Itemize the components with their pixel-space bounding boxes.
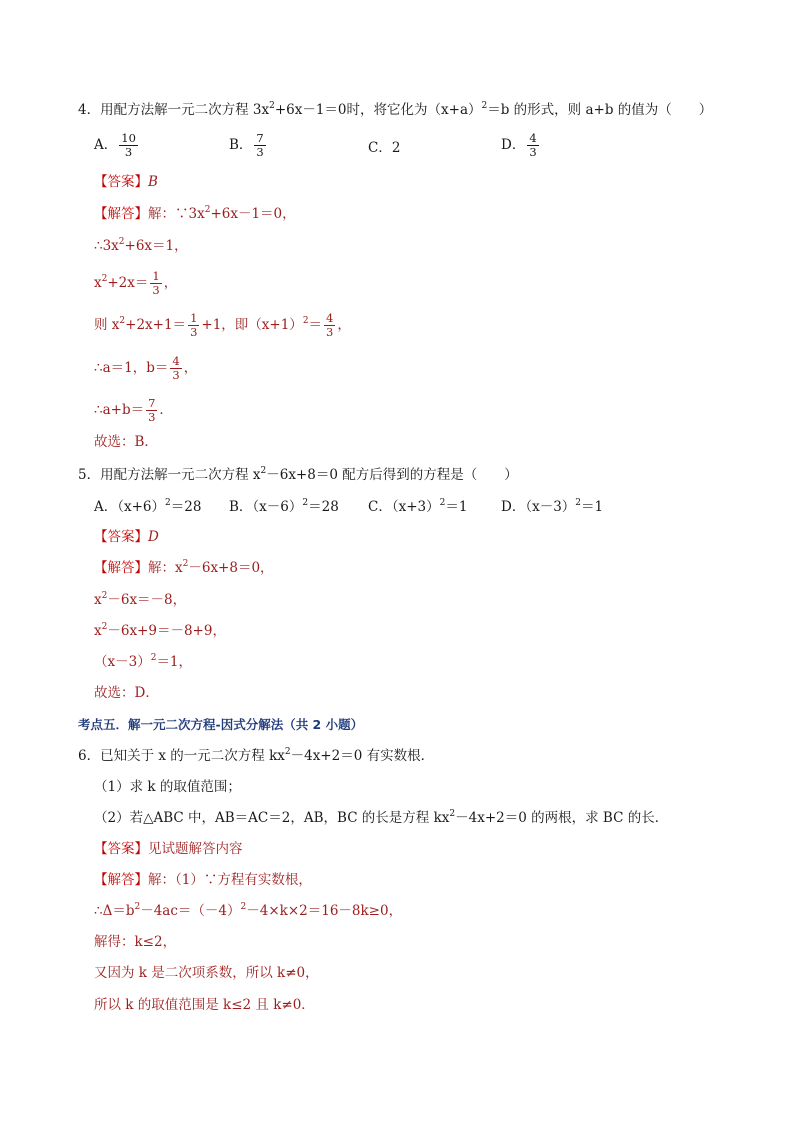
q6-solution-line-5: 所以 k 的取值范围是 k≤2 且 k≠0． bbox=[94, 997, 315, 1013]
q4-option-b: B． $\frac{7}{3}$ bbox=[229, 131, 264, 159]
q4-answer: 【答案】B bbox=[94, 174, 158, 190]
question-5-stem: 5．用配方法解一元二次方程 $x^2-6x+8=0$ 配方后得到的方程是（ ） bbox=[78, 466, 518, 483]
q6-solution-line-1: 【解答】解：（1）∵方程有实数根， bbox=[94, 872, 312, 888]
q6-solution-line-4: 又因为 k 是二次项系数，所以 k≠0， bbox=[94, 965, 319, 981]
q4-solution-line-1: 【解答】解：$\because 3x^2+6x-1=0$， bbox=[94, 205, 296, 222]
question-4-stem: 4．用配方法解一元二次方程 $3x^2+6x-1=0$时，将它化为$(x+a)^2=b$ 的形式，则 a+b 的值为（ ） bbox=[78, 101, 713, 118]
q5-option-c: C．$(x+3)^2=1$ bbox=[368, 498, 468, 515]
q4-option-c: C．2 bbox=[368, 140, 401, 156]
q5-solution-line-2: $x^2-6x=-8$， bbox=[94, 591, 187, 608]
q6-part-2: （2）若△ABC 中，AB＝AC＝2，AB，BC 的长是方程 $kx^2-4x+2=0$ 的两根，求 BC 的长． bbox=[94, 809, 669, 826]
q5-solution-line-4: $(x-3)^2=1$， bbox=[94, 653, 193, 670]
q4-option-d: D． $\frac{4}{3}$ bbox=[501, 131, 537, 159]
q4-solution-line-2: $\therefore 3x^2+6x=1$， bbox=[94, 237, 188, 254]
q4-solution-line-3: $x^2+2x=$ $\frac{1}{3}$ ， bbox=[94, 269, 178, 297]
q4-solution-line-6: ∴a+b＝ $\frac{7}{3}$ ． bbox=[94, 396, 173, 424]
q6-answer: 【答案】见试题解答内容 bbox=[94, 841, 243, 857]
q6-part-1: （1）求 k 的取值范围； bbox=[94, 779, 241, 795]
q4-solution-line-4: 则 $x^2+2x+1=$ $\frac{1}{3}$ +1，即$(x+1)^2=$ $\frac{4}{3}$ ， bbox=[94, 311, 351, 339]
q5-solution-line-3: $x^2-6x+9=-8+9$， bbox=[94, 622, 226, 639]
q5-answer: 【答案】D bbox=[94, 529, 159, 545]
question-6-stem: 6．已知关于 x 的一元二次方程 $kx^2-4x+2=0$ 有实数根． bbox=[78, 747, 435, 764]
q6-solution-line-2: $\therefore\Delta=b^2-4ac=(-4)^2-4\times k\times 2=16-8k\ge 0$， bbox=[94, 902, 403, 919]
q4-solution-line-7: 故选：B． bbox=[94, 434, 158, 450]
section-heading: 考点五．解一元二次方程-因式分解法（共 2 小题） bbox=[78, 717, 364, 732]
q6-solution-line-3: 解得：k≤2， bbox=[94, 934, 177, 950]
q5-option-d: D．$(x-3)^2=1$ bbox=[501, 498, 604, 515]
q5-option-a: A．$(x+6)^2=28$ bbox=[94, 498, 202, 515]
q5-option-b: B．$(x-6)^2=28$ bbox=[229, 498, 339, 515]
q4-option-a: A． $\frac{10}{3}$ bbox=[94, 131, 136, 159]
q5-solution-line-1: 【解答】解：$x^2-6x+8=0$， bbox=[94, 559, 274, 576]
q5-solution-line-5: 故选：D． bbox=[94, 685, 159, 701]
q4-solution-line-5: ∴a＝1，b＝ $\frac{4}{3}$ ， bbox=[94, 354, 198, 382]
